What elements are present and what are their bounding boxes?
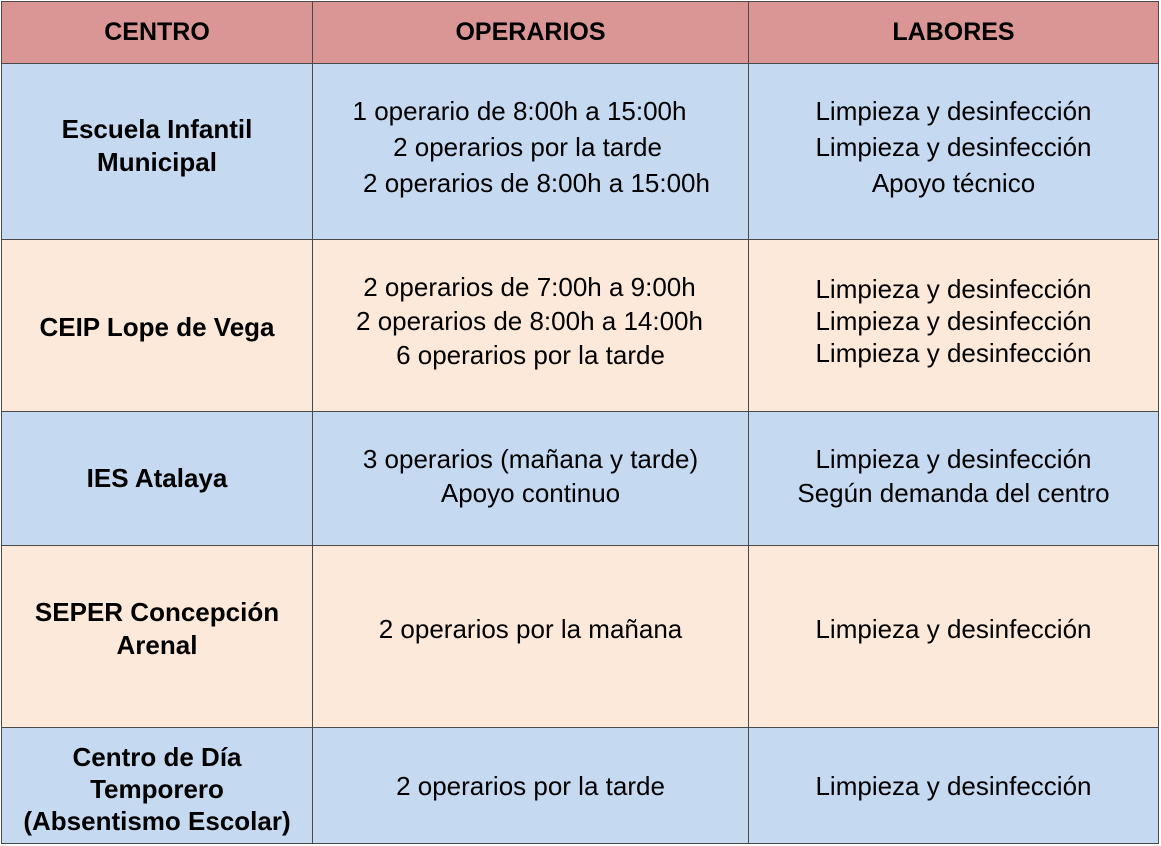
labores-cell xyxy=(749,64,1159,240)
operarios-line: 2 operarios por la tarde xyxy=(393,131,662,162)
centro-line: IES Atalaya xyxy=(86,463,228,493)
operarios-cell xyxy=(313,728,749,844)
operarios-cell xyxy=(313,546,749,728)
labores-line: Apoyo técnico xyxy=(871,167,1036,198)
labores-line: Limpieza y desinfección xyxy=(815,273,1092,304)
labores-line: Limpieza y desinfección xyxy=(815,613,1092,644)
centro-cell xyxy=(2,412,313,546)
header-labores: LABORES xyxy=(749,2,1159,64)
operarios-line: 6 operarios por la tarde xyxy=(396,339,665,370)
operarios-line: 2 operarios de 8:00h a 15:00h xyxy=(363,167,710,198)
centro-line: CEIP Lope de Vega xyxy=(39,311,275,342)
centro-line: Temporero xyxy=(90,773,224,804)
operarios-line: 2 operarios por la tarde xyxy=(396,770,665,801)
centro-line: Arenal xyxy=(116,629,198,660)
labores-line: Limpieza y desinfección xyxy=(815,443,1092,474)
header-centro: CENTRO xyxy=(2,2,313,64)
operarios-cell xyxy=(313,64,749,240)
table-row xyxy=(2,728,1159,844)
labores-cell xyxy=(749,412,1159,546)
header-row xyxy=(2,2,1159,64)
operarios-line: 2 operarios de 8:00h a 14:00h xyxy=(356,305,703,336)
labores-line: Limpieza y desinfección xyxy=(815,305,1092,336)
centro-line: (Absentismo Escolar) xyxy=(23,805,291,836)
labores-line: Limpieza y desinfección xyxy=(815,770,1092,801)
labores-cell xyxy=(749,240,1159,412)
header-operarios: OPERARIOS xyxy=(313,2,749,64)
operarios-line: 1 operario de 8:00h a 15:00h xyxy=(352,95,687,126)
centro-line: Escuela Infantil xyxy=(61,113,253,144)
table-row xyxy=(2,546,1159,728)
centro-line: SEPER Concepción xyxy=(34,596,280,627)
labores-line: Limpieza y desinfección xyxy=(815,337,1092,368)
operarios-cell xyxy=(313,412,749,546)
operarios-line: Apoyo continuo xyxy=(440,477,621,508)
labores-line: Según demanda del centro xyxy=(797,477,1110,508)
operarios-line: 2 operarios por la mañana xyxy=(378,613,683,644)
operarios-line: 3 operarios (mañana y tarde) xyxy=(362,443,699,474)
staffing-table xyxy=(1,1,1159,844)
operarios-cell xyxy=(313,240,749,412)
table-row xyxy=(2,64,1159,240)
centro-cell xyxy=(2,546,313,728)
centro-line: Municipal xyxy=(97,146,217,177)
operarios-line: 2 operarios de 7:00h a 9:00h xyxy=(363,271,696,302)
centro-cell xyxy=(2,728,313,844)
labores-cell xyxy=(749,546,1159,728)
labores-line: Limpieza y desinfección xyxy=(815,95,1092,126)
labores-cell xyxy=(749,728,1159,844)
centro-cell xyxy=(2,64,313,240)
table-row xyxy=(2,412,1159,546)
labores-line: Limpieza y desinfección xyxy=(815,131,1092,162)
table-row xyxy=(2,240,1159,412)
centro-cell xyxy=(2,240,313,412)
centro-line: Centro de Día xyxy=(72,741,242,772)
